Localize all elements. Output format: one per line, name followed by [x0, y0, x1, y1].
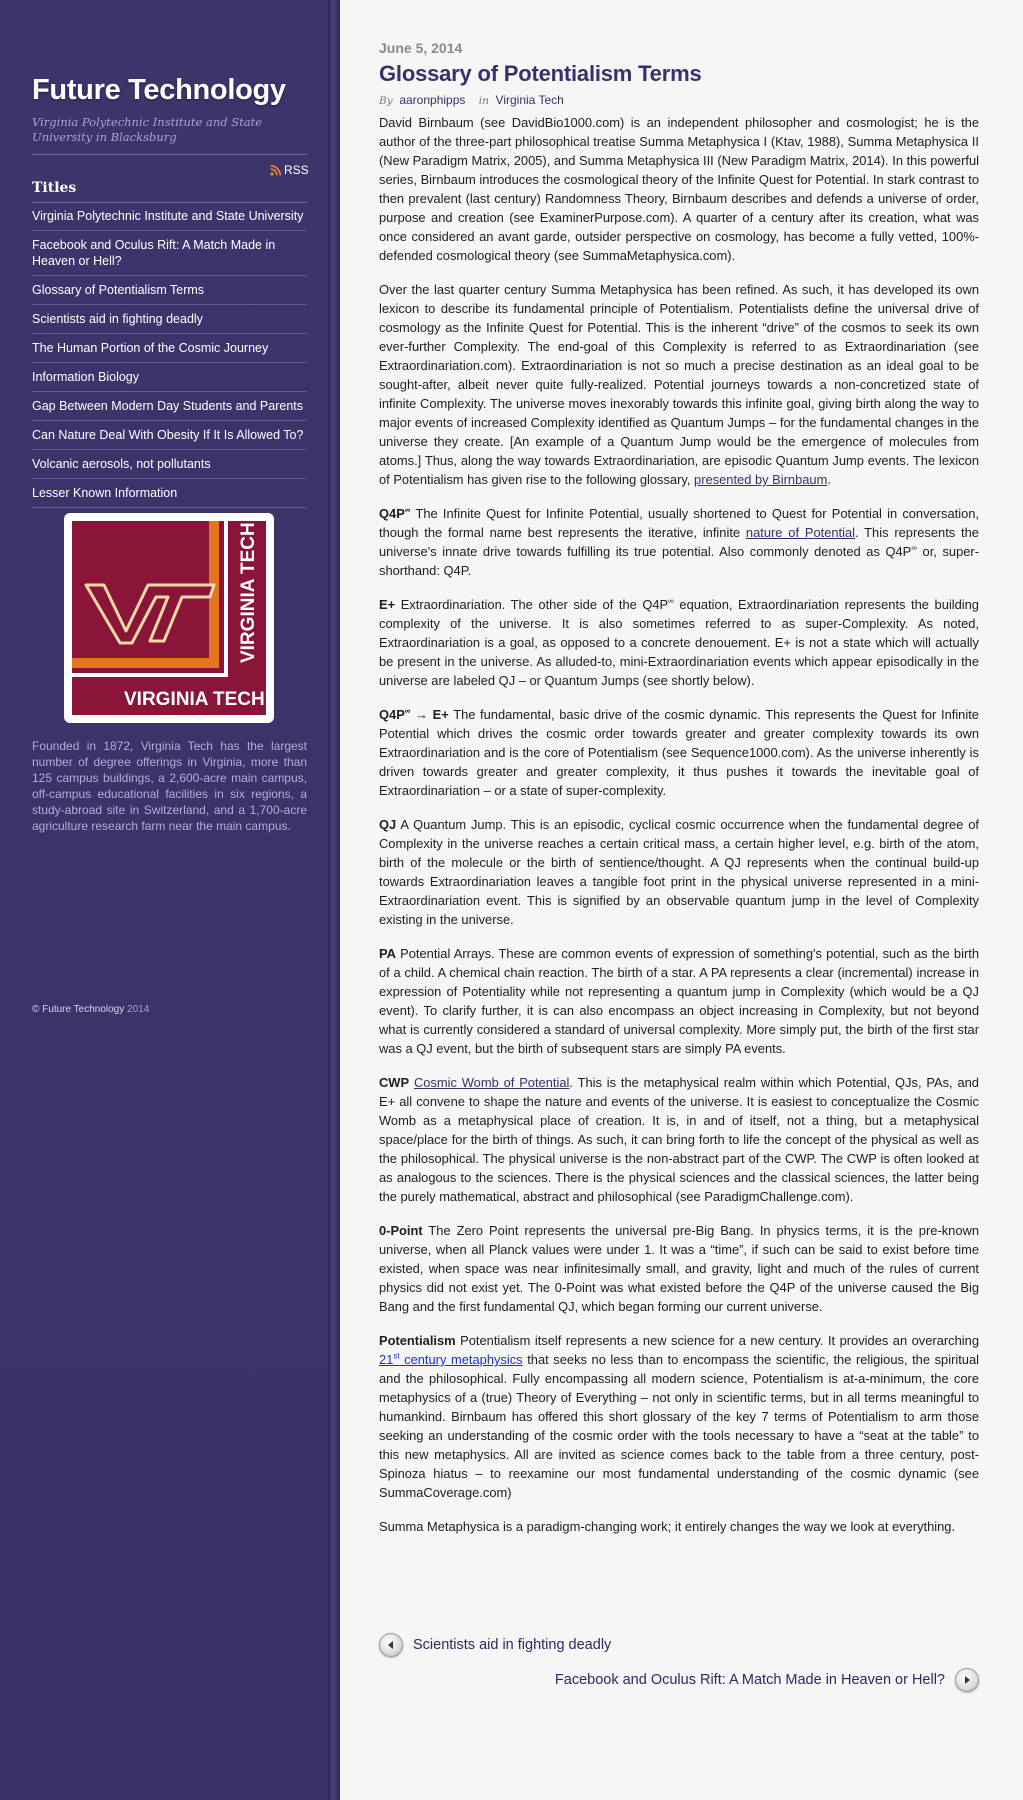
rss-label: RSS — [284, 163, 309, 177]
nav-item[interactable]: Glossary of Potentialism Terms — [32, 276, 307, 305]
term-label: Q4P∞ — [379, 505, 411, 521]
sidebar — [0, 0, 328, 1800]
logo-wordmark-side: VIRGINIA TECH — [238, 522, 259, 663]
cosmic-womb-link[interactable]: Cosmic Womb of Potential — [413, 1075, 570, 1090]
post-title[interactable]: Glossary of Potentialism Terms — [379, 61, 702, 86]
term-potentialism — [379, 1331, 979, 1502]
nav-item[interactable]: Facebook and Oculus Rift: A Match Made in Heaven or Hell? — [32, 231, 307, 276]
titles-heading: Titles — [32, 180, 77, 196]
rss-icon — [270, 165, 281, 176]
term-qj — [379, 815, 979, 929]
term-pa — [379, 944, 979, 1058]
about-text: Founded in 1872, Virginia Tech has the largest number of degree offerings in Virginia, more than 125 campus buildings, a 2,600-acre main campus, off-campus educational facilities in six regions, a study-abroad site in Switzerland, and a 1,700-acre agriculture research farm near the main campus. — [32, 739, 307, 833]
rss-link[interactable] — [270, 163, 309, 177]
author-link[interactable]: aaronphipps — [399, 93, 466, 107]
lexicon-paragraph — [379, 280, 979, 489]
in-label: in — [478, 95, 489, 107]
term-zero-point — [379, 1221, 979, 1316]
term-text: equation, Extraordinariation represents the building complexity of the universe. It is also sometimes referred to as super-Complexity. As noted, Extraordinariation is a goal, as opposed to a concrete denouement. E+ is not a state which will actually be present in the universe. As alluded-to, mini-Extraordinariation events which appear episodically in the universe are labeled QJ – or Quantum Jumps (see shortly below). — [379, 597, 979, 688]
nav-item[interactable]: Scientists aid in fighting deadly — [32, 305, 307, 334]
term-label: Potentialism — [379, 1333, 456, 1348]
arrow-left-icon[interactable] — [379, 1633, 403, 1657]
next-post-link[interactable] — [555, 1668, 979, 1692]
21st-century-metaphysics-link[interactable]: 21st century metaphysics — [379, 1351, 523, 1367]
term-q4p-arrow — [379, 705, 979, 800]
nav-item[interactable]: Volcanic aerosols, not pollutants — [32, 450, 307, 479]
term-text: Potential Arrays. These are common events of expression of something's potential, such as the birth of a child. A chemical chain reaction. The birth of a star. A PA represents a clear (incremental) increase in expression of Potentiality while not representing a quantum jump in Complexity (which would be a QJ event). To clarify further, it is can also encompass an object increasing in Complexity, but not beyond what is currently considered a standard of universal complexity. More simply put, the birth of the first star was a QJ event, but the birth of subsequent stars are simply PA events. — [379, 946, 979, 1056]
term-text: The fundamental, basic drive of the cosmic dynamic. This represents the Quest for Infinite Potential which drives the cosmic order towards greater and greater complexity towards its own Extraordinariation and is the core of Potentialism (see Sequence1000.com). As the universe inherently is driven towards greater and greater complexity, it thus pushes it towards the inevitable goal of Extraordinariation – or a state of super-complexity. — [379, 707, 979, 798]
column-divider — [328, 0, 340, 1800]
nav-item[interactable]: Gap Between Modern Day Students and Parents — [32, 392, 307, 421]
nav-item[interactable]: The Human Portion of the Cosmic Journey — [32, 334, 307, 363]
term-label: 0-Point — [379, 1223, 423, 1238]
closing-paragraph: Summa Metaphysica is a paradigm-changing work; it entirely changes the way we look at everything. — [379, 1519, 956, 1534]
term-text: or, super-shorthand: Q4P. — [379, 544, 979, 578]
nav-item[interactable]: Information Biology — [32, 363, 307, 392]
titles-nav — [32, 202, 307, 508]
category-link[interactable]: Virginia Tech — [495, 93, 564, 107]
nav-item[interactable]: Lesser Known Information — [32, 479, 307, 508]
term-text: The Infinite Quest for Infinite Potential, usually shortened to Quest for Potential in conversation, though the formal name best represents the iterative, infinite — [379, 506, 979, 540]
nature-of-potential-link[interactable]: nature of Potential — [745, 525, 856, 540]
copyright — [32, 1004, 149, 1015]
intro-paragraph: David Birnbaum (see DavidBio1000.com) is an independent philosopher and cosmologist; he is the author of the three-part philosophical treatise Summa Metaphysica I (Ktav, 1988), Summa Metaphysica II (New Paradigm Matrix, 2005), and Summa Metaphysica III (New Paradigm Matrix, 2014). In this powerful series, Birnbaum introduces the cosmological theory of the Infinite Quest for Potential. In stark contrast to then prevalent (last century) Randomness Theory, Birnbaum describes and defends a universe of order, purpose and creation (see ExaminerPurpose.com). A quarter of a century after its creation, what was once considered an avant garde, outsider perspective on cosmology, has become a fully vetted, 100%-defended cosmological theory (see SummaMetaphysica.com). — [379, 115, 979, 263]
next-post-label: Facebook and Oculus Rift: A Match Made in Heaven or Hell? — [554, 1672, 945, 1688]
previous-post-label: Scientists aid in fighting deadly — [413, 1637, 612, 1653]
virginia-tech-logo — [64, 513, 274, 723]
term-label: CWP — [379, 1075, 410, 1090]
period: . — [827, 472, 831, 487]
term-text: A Quantum Jump. This is an episodic, cyclical cosmic occurrence when the fundamental degree of Complexity in the universe reaches a certain critical mass, a certain higher level, e.g. birth of the atom, birth of the molecule or the birth of sentience/thought. A QJ represents when the continual build-up towards Extraordinariation leaves a tangible foot print in the physical universe represented in a mini-Extraordinariation event. This is signified by an observable quantum jump in the level of Complexity existing in the universe. — [379, 817, 979, 927]
term-text: that seeks no less than to encompass the scientific, the religious, the spiritual and the philosophical. Fully encompassing all modern science, Potentialism is at-a-minimum, the core metaphysics of a (true) Theory of Everything – not only in scientific terms, but in all terms meaningful to humankind. Birnbaum has offered this short glossary of the key 7 terms of Potentialism to arm those seeking an understanding of the cosmic order with the tools necessary to have a “seat at the table” to this new metaphysics. All are invited as science comes back to the table from a three century, post-Spinoza hiatus – to reexamine our most fundamental understanding of the cosmic dynamic (see SummaCoverage.com) — [379, 1352, 980, 1500]
copyright-owner[interactable]: © Future Technology — [32, 1004, 125, 1015]
presented-by-link[interactable]: presented by Birnbaum — [694, 472, 828, 487]
nav-item[interactable]: Virginia Polytechnic Institute and State University — [32, 202, 307, 231]
main-content — [340, 0, 1023, 1800]
term-text: . This is the metaphysical realm within which Potential, QJs, PAs, and E+ all convene to shape the nature and events of the universe. It is easiest to conceptualize the Cosmic Womb as a metaphysical place of creation. It is, in and of itself, not a thing, but a metaphysical space/place for the birth of things. As such, it can bring forth to life the concept of the physical as well as the philosophical. The physical universe is the non-abstract part of the CWP. The CWP is often looked at as analogous to the sciences. There is the physical sciences and the classical sciences, the latter being the purely mathematical, abstract and philosophical (see ParadigmChallenge.com). — [379, 1075, 979, 1204]
post-body — [379, 113, 979, 1551]
lexicon-text: Over the last quarter century Summa Metaphysica has been refined. As such, it has developed its own lexicon to describe its fundamental principle of Potentialism. Potentialists define the universal drive of cosmology as the Infinite Quest for Potential. This is the inherent “drive” of the cosmos to seek its own ever-further Complexity. The end-goal of this Complexity is referred to as Extraordinariation (see Extraordinariation.com). Extraordinariation is not so much a precise destination as an ideal goal to be sought-after, albeit never quite fully-realized. Potential journeys towards a non-concretized state of infinite Complexity. The universe moves inexorably towards this infinite goal, giving birth along the way to major events of increased Complexity identified as Quantum Jumps – for the fundamental changes in the universe they create. [An example of a Quantum Jump would be the emergence of molecules from atoms.] Thus, along the way towards Extraordinariation, are episodic Quantum Jump events. The lexicon of Potentialism has given rise to the following glossary, — [379, 282, 979, 487]
arrow-right-icon[interactable] — [955, 1668, 979, 1692]
previous-post-link[interactable] — [379, 1633, 611, 1657]
site-tagline: Virginia Polytechnic Institute and State University in Blacksburg — [32, 115, 263, 144]
by-label: By — [379, 95, 393, 107]
post-meta — [379, 93, 564, 107]
term-label: QJ — [379, 817, 397, 832]
term-text: The Zero Point represents the universal pre-Big Bang. In physics terms, it is the pre-known universe, when all Planck values were under 1. It was a “time”, if such can be said to exist before time existed, when space was near infinitesimally small, and gravity, light and much of the rules of current physics did not exist yet. The 0-Point was what existed before the Q4P of the universe caused the Big Bang and the first fundamental QJ, which began forming our current universe. — [379, 1223, 979, 1314]
divider — [32, 154, 307, 155]
post-date: June 5, 2014 — [379, 40, 463, 56]
term-cwp — [379, 1073, 979, 1206]
term-text: . This represents the universe's innate drive towards fulfilling its true potential. Also commonly denoted as Q4P — [379, 525, 979, 559]
nav-item[interactable]: Can Nature Deal With Obesity If It Is Allowed To? — [32, 421, 307, 450]
term-label: Q4P∞ → E+ — [379, 706, 449, 722]
term-eplus: E+ Extraordinariation. The other side of the Q4P∞ equation, Extraordinariation represents the building complexity of the universe. It is also sometimes referred to as super-Complexity. As noted, Extraordinariation is a goal, as opposed to a concrete denouement. E+ is not a state which will actually be present in the universe. As alluded-to, mini-Extraordinariation events which appear episodically in the universe are labeled QJ – or Quantum Jumps (see shortly below). — [379, 596, 979, 688]
term-q4p: Q4P∞ The Infinite Quest for Infinite Potential, usually shortened to Quest for Potential in conversation, though the formal name best represents the iterative, infinite nature of Potential. This represents the universe's innate drive towards fulfilling its true potential. Also commonly denoted as Q4P∞ or, super-shorthand: Q4P. — [379, 505, 979, 578]
virginia-tech-logo-graphic — [64, 513, 274, 723]
site-title[interactable]: Future Technology — [32, 74, 286, 106]
term-text: Extraordinariation. The other side of the Q4P — [400, 597, 669, 612]
term-label: PA — [379, 946, 396, 961]
term-label: E+ — [379, 597, 396, 612]
term-text: Potentialism itself represents a new science for a new century. It provides an overarching — [460, 1333, 979, 1348]
logo-wordmark-bottom: VIRGINIA TECH — [124, 689, 265, 710]
copyright-year: 2014 — [127, 1004, 150, 1015]
